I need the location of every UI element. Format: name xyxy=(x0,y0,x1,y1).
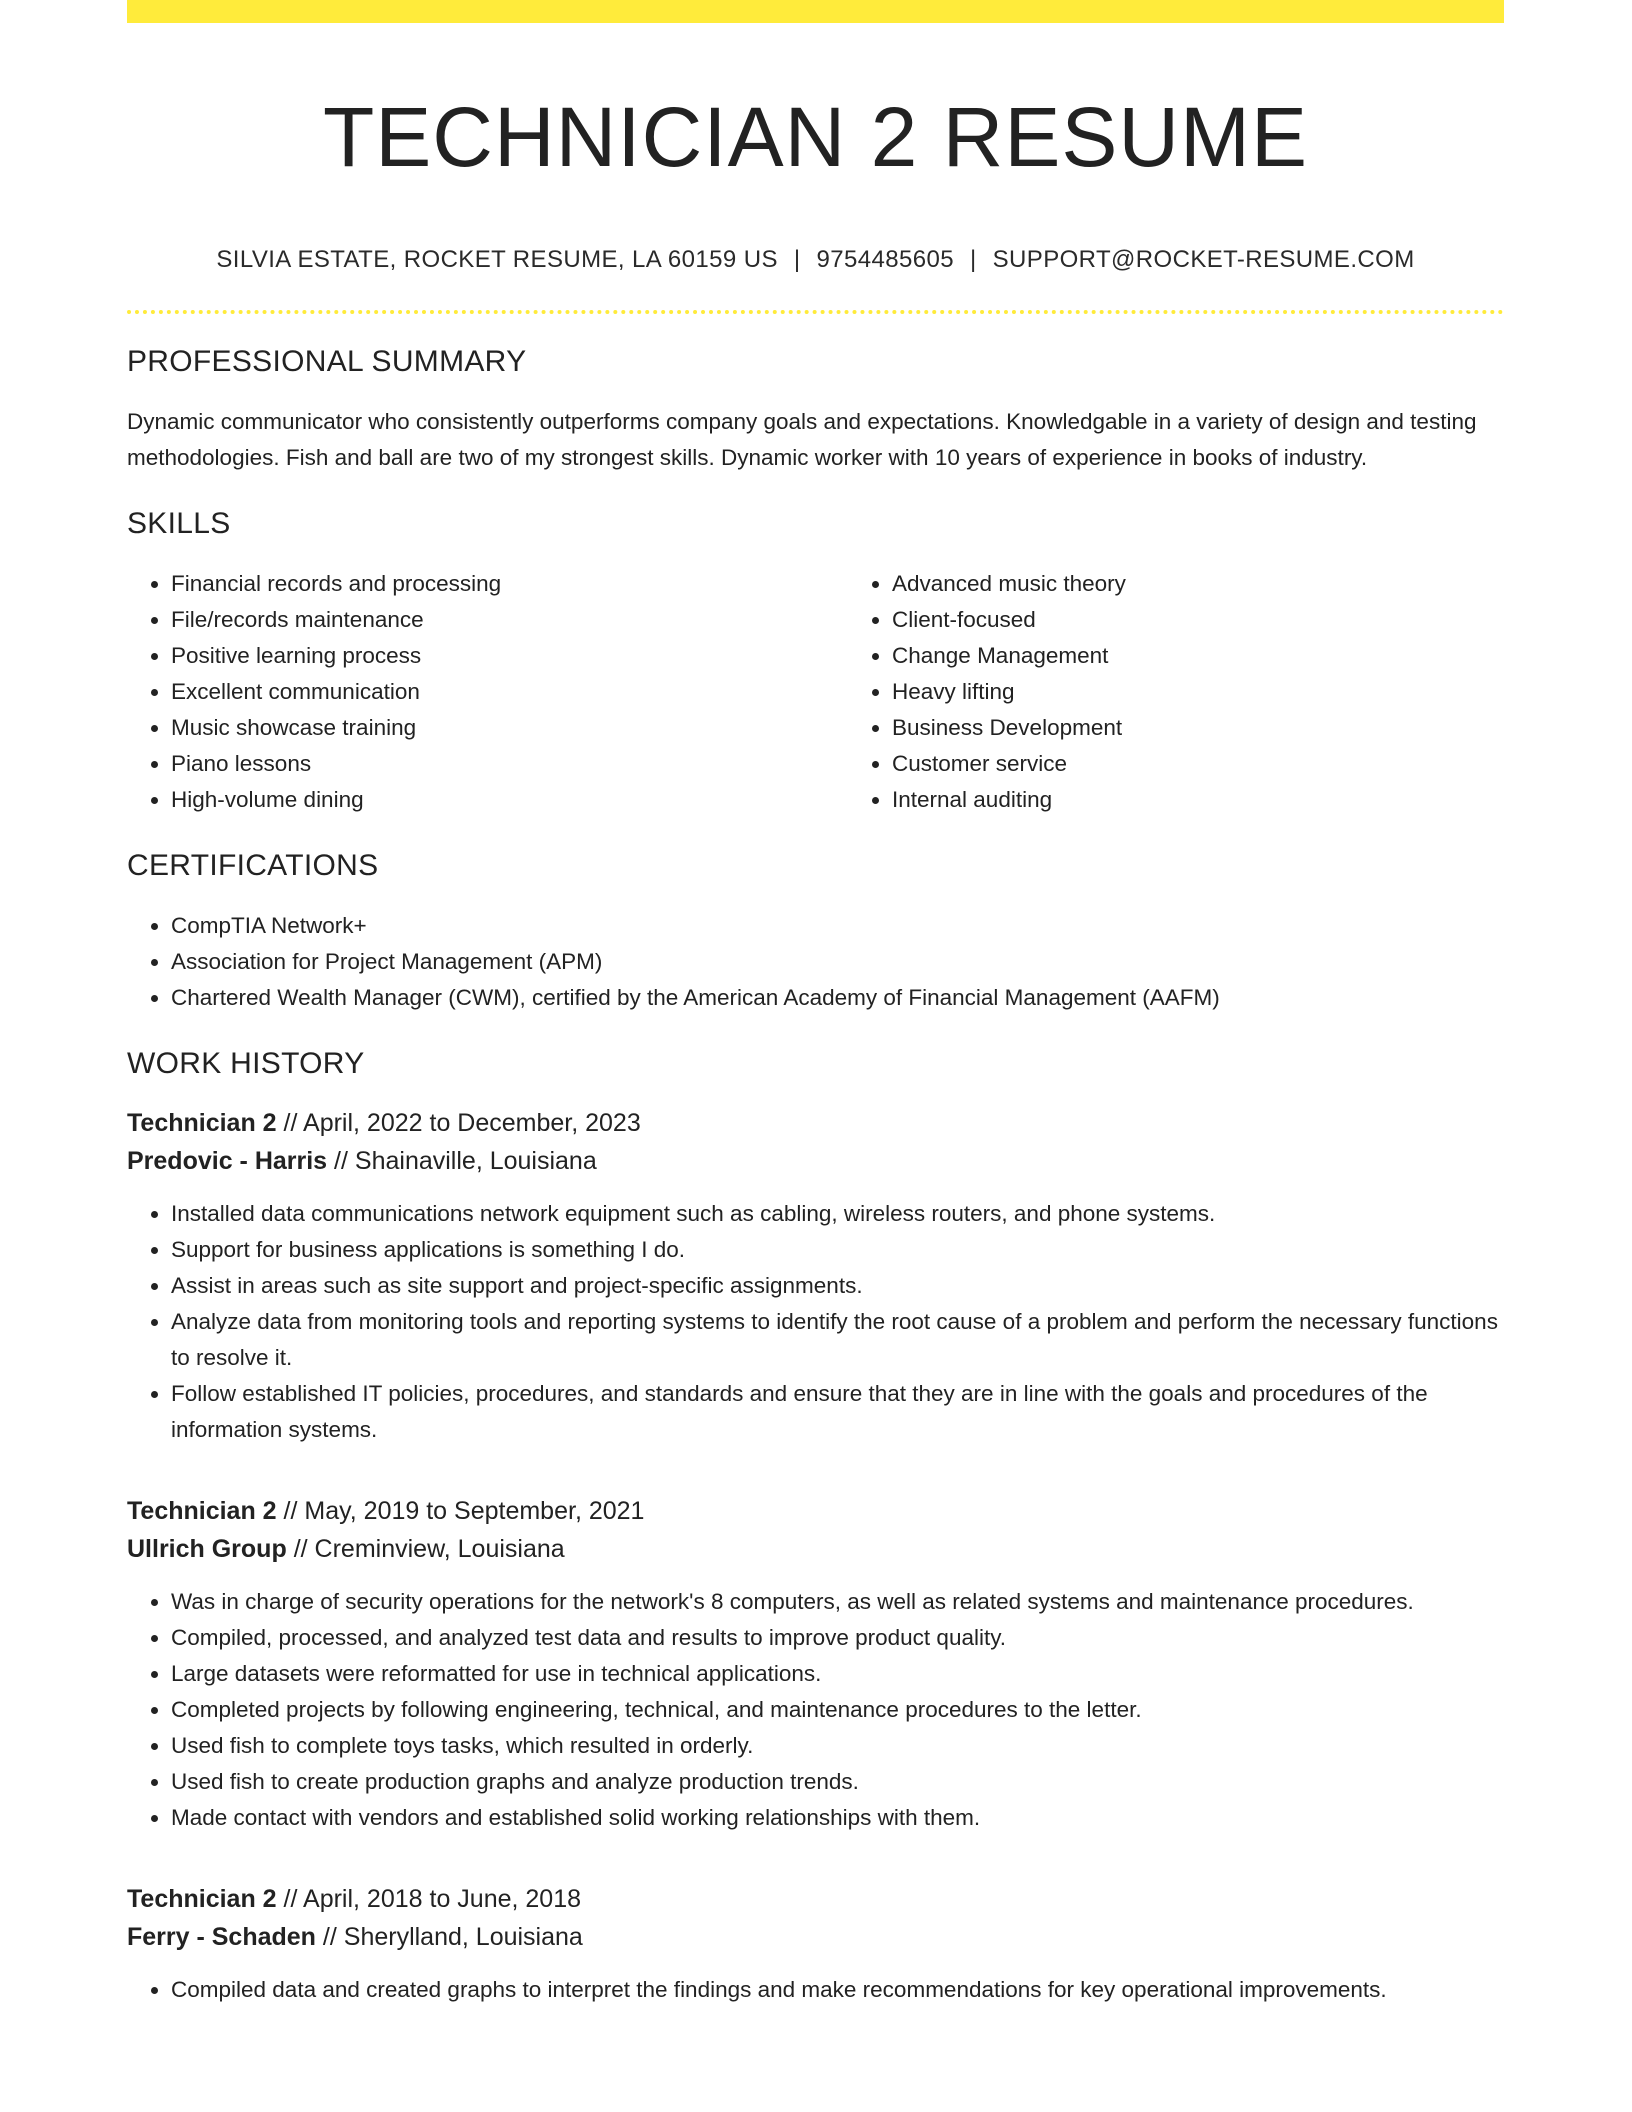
job-bullet: • Assist in areas such as site support and project-specific assignments. xyxy=(171,1268,1504,1304)
skill-item: • Excellent communication xyxy=(171,674,848,710)
job-separator: // xyxy=(334,1146,348,1175)
contact-address: SILVIA ESTATE, ROCKET RESUME, LA 60159 US xyxy=(216,245,778,273)
skill-item: • Piano lessons xyxy=(171,746,848,782)
skill-item: • Heavy lifting xyxy=(892,674,1569,710)
job-separator: // xyxy=(283,1884,298,1913)
skills-left-list xyxy=(127,566,848,818)
job-title-line xyxy=(127,1880,1504,1918)
certifications-heading: CERTIFICATIONS xyxy=(127,848,379,882)
job-bullet: • Compiled, processed, and analyzed test data and results to improve product quality. xyxy=(171,1620,1504,1656)
job-entry xyxy=(127,1880,1504,2008)
job-entry xyxy=(127,1492,1504,1836)
job-bullet: • Compiled data and created graphs to interpret the findings and make recommendations for key operational improvements. xyxy=(171,1972,1504,2008)
job-title: Technician 2 xyxy=(127,1884,277,1913)
job-location: Sherylland, Louisiana xyxy=(343,1922,583,1951)
job-bullet: • Analyze data from monitoring tools and reporting systems to identify the root cause of a problem and perform the necessary functions to resolve it. xyxy=(171,1304,1504,1376)
job-bullet: • Made contact with vendors and established solid working relationships with them. xyxy=(171,1800,1504,1836)
summary-section xyxy=(127,344,1504,476)
contact-phone: 9754485605 xyxy=(816,245,954,273)
job-location: Shainaville, Louisiana xyxy=(354,1146,597,1175)
job-separator: // xyxy=(283,1108,298,1137)
job-title-line xyxy=(127,1492,1504,1530)
dotted-divider xyxy=(127,310,1504,314)
job-bullet: • Completed projects by following engineering, technical, and maintenance procedures to the letter. xyxy=(171,1692,1504,1728)
job-bullet: • Used fish to complete toys tasks, which resulted in orderly. xyxy=(171,1728,1504,1764)
skill-item: • Internal auditing xyxy=(892,782,1569,818)
summary-heading: PROFESSIONAL SUMMARY xyxy=(127,344,527,378)
skill-item: • Client-focused xyxy=(892,602,1569,638)
job-company: Ferry - Schaden xyxy=(127,1922,316,1951)
resume-page xyxy=(127,0,1504,2008)
skills-right-list xyxy=(848,566,1569,818)
certification-item: • Chartered Wealth Manager (CWM), certified by the American Academy of Financial Management (AAFM) xyxy=(171,980,1504,1016)
certification-item: • CompTIA Network+ xyxy=(171,908,1504,944)
job-title: Technician 2 xyxy=(127,1108,277,1137)
contact-separator: | xyxy=(970,245,977,273)
job-bullet: • Follow established IT policies, procedures, and standards and ensure that they are in line with the goals and procedures of the information systems. xyxy=(171,1376,1504,1448)
skill-item: • Positive learning process xyxy=(171,638,848,674)
skill-item: • Music showcase training xyxy=(171,710,848,746)
resume-title: TECHNICIAN 2 RESUME xyxy=(322,90,1309,184)
job-location: Creminview, Louisiana xyxy=(314,1534,565,1563)
job-bullet: • Installed data communications network equipment such as cabling, wireless routers, and phone systems. xyxy=(171,1196,1504,1232)
contact-email: SUPPORT@ROCKET-RESUME.COM xyxy=(992,245,1415,273)
certifications-list xyxy=(127,908,1504,1016)
skill-item: • Customer service xyxy=(892,746,1569,782)
contact-line xyxy=(127,246,1504,275)
skills-section xyxy=(127,506,1504,818)
job-separator: // xyxy=(293,1534,308,1563)
skill-item: • File/records maintenance xyxy=(171,602,848,638)
job-bullet: • Support for business applications is something I do. xyxy=(171,1232,1504,1268)
skills-columns xyxy=(127,566,1504,818)
work-history-section xyxy=(127,1046,1504,2008)
job-bullet: • Large datasets were reformatted for use in technical applications. xyxy=(171,1656,1504,1692)
job-bullet: • Used fish to create production graphs and analyze production trends. xyxy=(171,1764,1504,1800)
job-dates: April, 2022 to December, 2023 xyxy=(303,1108,641,1137)
job-dates: April, 2018 to June, 2018 xyxy=(303,1884,582,1913)
certifications-section xyxy=(127,848,1504,1016)
job-separator: // xyxy=(283,1496,298,1525)
accent-bar xyxy=(127,0,1504,23)
job-company-line xyxy=(127,1918,1504,1956)
skill-item: • Business Development xyxy=(892,710,1569,746)
skills-heading: SKILLS xyxy=(127,506,231,540)
certification-item: • Association for Project Management (APM) xyxy=(171,944,1504,980)
job-title-line xyxy=(127,1104,1504,1142)
summary-text: Dynamic communicator who consistently outperforms company goals and expectations. Knowledgable in a variety of design and testing methodologies. Fish and ball are two of my strongest skills. Dynamic worker with 10 years of experience in books of industry. xyxy=(127,408,1477,470)
job-separator: // xyxy=(322,1922,337,1951)
job-bullets xyxy=(127,1972,1504,2008)
skill-item: • Advanced music theory xyxy=(892,566,1569,602)
job-company: Ullrich Group xyxy=(127,1534,287,1563)
job-entry xyxy=(127,1104,1504,1448)
job-bullets xyxy=(127,1196,1504,1448)
skill-item: • Financial records and processing xyxy=(171,566,848,602)
skill-item: • Change Management xyxy=(892,638,1569,674)
job-company: Predovic - Harris xyxy=(127,1146,328,1175)
job-dates: May, 2019 to September, 2021 xyxy=(304,1496,645,1525)
job-company-line xyxy=(127,1530,1504,1568)
job-company-line xyxy=(127,1142,1504,1180)
contact-separator: | xyxy=(793,245,801,273)
work-history-heading: WORK HISTORY xyxy=(127,1046,365,1080)
job-bullets xyxy=(127,1584,1504,1836)
job-bullet: • Was in charge of security operations for the network's 8 computers, as well as related systems and maintenance procedures. xyxy=(171,1584,1504,1620)
job-title: Technician 2 xyxy=(127,1496,277,1525)
skill-item: • High-volume dining xyxy=(171,782,848,818)
